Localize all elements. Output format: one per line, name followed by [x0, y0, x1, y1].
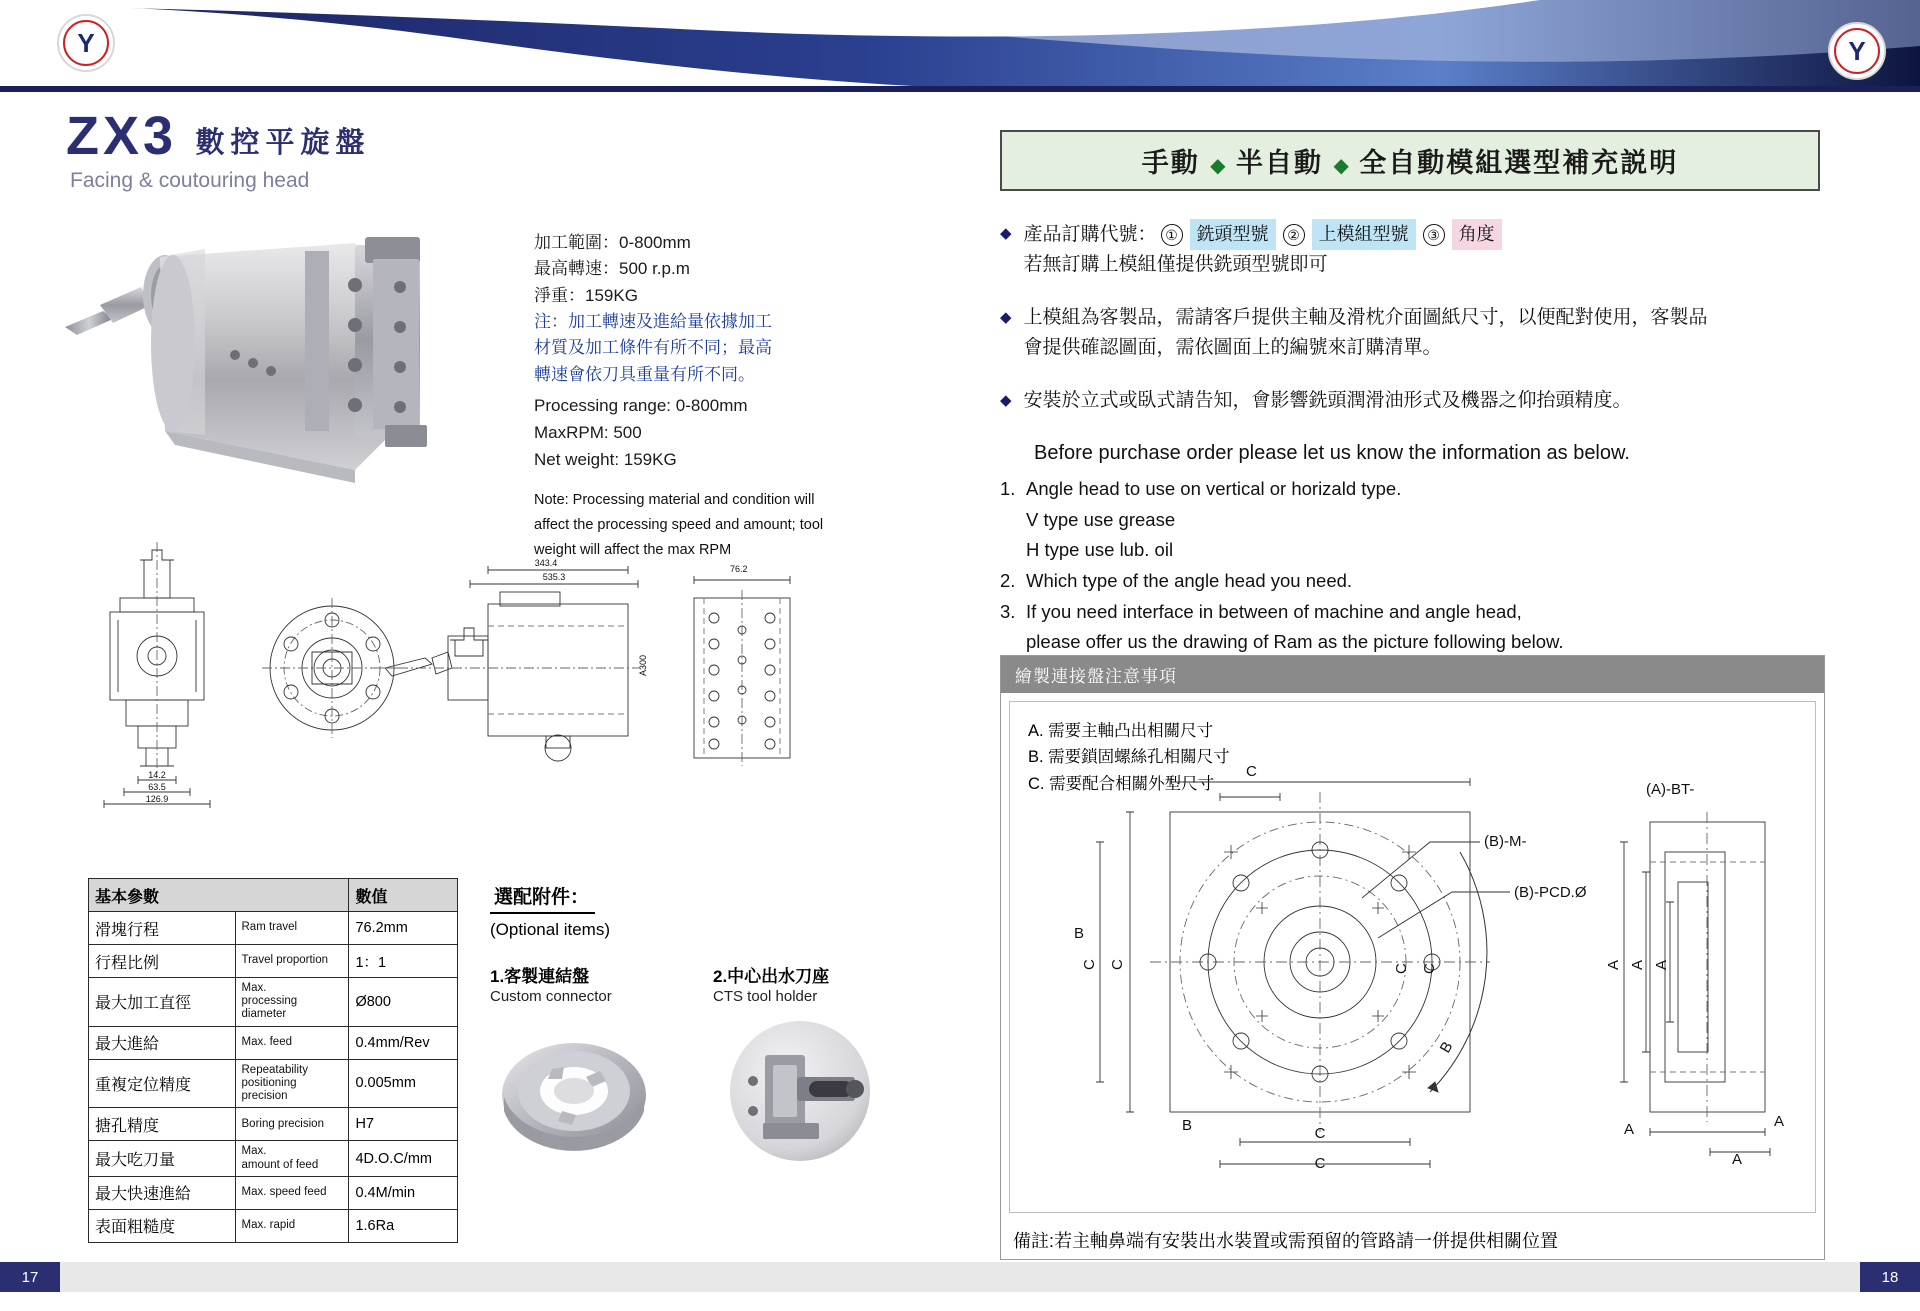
table-header-param: 基本參數	[89, 879, 349, 912]
product-photo-graphic	[55, 235, 525, 515]
table-cell-name: 最大吃刀量	[89, 1141, 236, 1176]
order-chip-head-model: 銑頭型號	[1190, 219, 1276, 250]
footer-bar	[60, 1262, 1860, 1292]
optional-heading-en: (Optional items)	[490, 920, 610, 939]
logo-ring-right	[1834, 28, 1880, 74]
top-banner	[0, 0, 1920, 92]
bullet-2-line2: 會提供確認圖面，需依圖面上的編號來訂購清單。	[1023, 337, 1442, 359]
english-list-item	[1000, 506, 1830, 535]
dim-14-2: 14.2	[148, 770, 166, 780]
page-number-right: 18	[1860, 1262, 1920, 1292]
headline-diamond-2: ◆	[1333, 155, 1349, 177]
diamond-bullet-icon-2: ◆	[1000, 308, 1012, 326]
optional-item-1-photo	[490, 1019, 665, 1169]
english-lead: Before purchase order please let us know the information as below.	[1034, 441, 1630, 464]
table-row	[89, 1108, 458, 1141]
label-a-bt: (A)-BT-	[1646, 781, 1695, 798]
label-c-top: C	[1246, 763, 1257, 780]
table-cell-name: 最大快速進給	[89, 1176, 236, 1209]
spec-en-rpm: MaxRPM: 500	[534, 423, 642, 443]
english-list-item	[1000, 475, 1830, 504]
english-list-text: Angle head to use on vertical or horizald type.	[1026, 477, 1402, 499]
table-cell-name-en: Max. amount of feed	[235, 1141, 349, 1176]
english-list	[1000, 475, 1830, 657]
spec-en-range: Processing range: 0-800mm	[534, 396, 748, 415]
english-list-text: please offer us the drawing of Ram as the picture following below.	[1026, 631, 1564, 653]
bullet-1-line2: 若無訂購上模組僅提供銑頭型號即可	[1023, 254, 1328, 276]
table-cell-name: 搪孔精度	[89, 1108, 236, 1141]
order-step-3: ③	[1423, 224, 1445, 246]
english-list-text: V type use grease	[1026, 508, 1176, 530]
optional-items-section	[490, 880, 910, 1169]
label-b-arc: B	[1436, 1038, 1457, 1056]
logo-mark-left: Y	[77, 28, 95, 58]
label-a-1: A	[1605, 959, 1622, 970]
bullet-1	[1000, 219, 1830, 281]
custom-connector-graphic	[490, 1019, 665, 1169]
diamond-bullet-icon-3: ◆	[1000, 391, 1012, 409]
label-c-bottom2: C	[1314, 1155, 1326, 1172]
label-a-5: A	[1774, 1113, 1785, 1130]
table-cell-value: 0.4M/min	[349, 1176, 458, 1209]
panel-header: 繪製連接盤注意事項	[1001, 656, 1824, 693]
dim-a300: A300	[638, 654, 648, 676]
english-list-item	[1000, 628, 1830, 657]
table-cell-name-en: Max. processing diameter	[235, 978, 349, 1027]
optional-item-1-title-cn: 1.客製連結盤	[490, 967, 590, 986]
table-row	[89, 945, 458, 978]
label-a-2: A	[1629, 959, 1646, 970]
table-row	[89, 978, 458, 1027]
table-cell-name: 表面粗糙度	[89, 1209, 236, 1242]
table-row	[89, 1059, 458, 1108]
optional-item-1-title-en: Custom connector	[490, 988, 612, 1005]
table-cell-name-en: Max. rapid	[235, 1209, 349, 1242]
spec-cn-note2: 材質及加工條件有所不同；最高	[534, 338, 772, 358]
headline-box	[1000, 130, 1820, 191]
table-cell-value: 0.005mm	[349, 1059, 458, 1108]
page-footer	[0, 1262, 1920, 1311]
english-list-item	[1000, 598, 1830, 627]
optional-item-2-photo	[713, 1019, 888, 1169]
product-title-en: Facing & coutouring head	[70, 169, 310, 192]
bullet-list	[1000, 219, 1830, 416]
label-c-left2: C	[1081, 959, 1098, 970]
label-c-left: C	[1109, 959, 1126, 970]
dim-343-4: 343.4	[534, 558, 558, 568]
label-b-pcd: (B)-PCD.Ø	[1514, 884, 1587, 901]
label-b-left: B	[1074, 925, 1085, 942]
panel-note-a: A. 需要主軸凸出相關尺寸	[1028, 722, 1214, 740]
table-cell-name-en: Repeatability positioning precision	[235, 1059, 349, 1108]
spec-cn-weight: 淨重：159KG	[534, 285, 638, 305]
table-cell-name-en: Max. speed feed	[235, 1176, 349, 1209]
technical-drawings	[80, 540, 910, 850]
bullet-3	[1000, 386, 1830, 416]
panel-footer-note: 備註:若主軸鼻端有安裝出水裝置或需預留的管路請一併提供相關位置	[1013, 1231, 1558, 1251]
table-cell-name-en: Ram travel	[235, 912, 349, 945]
product-code: ZX3	[66, 106, 178, 166]
spec-en-note1: Note: Processing material and condition will	[534, 491, 815, 508]
table-cell-value: H7	[349, 1108, 458, 1141]
right-column	[1000, 130, 1830, 659]
table-cell-name-en: Max. feed	[235, 1026, 349, 1059]
parameter-table	[88, 878, 458, 1243]
product-title-block	[66, 105, 371, 193]
headline-part1: 手動	[1141, 148, 1200, 178]
table-cell-name: 行程比例	[89, 945, 236, 978]
bullet-2	[1000, 303, 1830, 364]
optional-item-1	[490, 962, 665, 1169]
label-b-bottom: B	[1182, 1117, 1193, 1134]
english-list-number: 1.	[1000, 477, 1016, 499]
order-chip-upper-module: 上模組型號	[1312, 219, 1416, 250]
headline-part3: 全自動模組選型補充説明	[1359, 148, 1679, 178]
table-cell-value: 4D.O.C/mm	[349, 1141, 458, 1176]
table-row	[89, 1209, 458, 1242]
table-row	[89, 1141, 458, 1176]
diamond-bullet-icon-1: ◆	[1000, 225, 1012, 242]
table-cell-name-en: Boring precision	[235, 1108, 349, 1141]
company-logo-right	[1828, 22, 1886, 80]
headline-part2: 半自動	[1236, 148, 1323, 178]
order-chip-angle: 角度	[1452, 219, 1502, 250]
spec-cn-note3: 轉速會依刀具重量有所不同。	[534, 364, 755, 384]
spec-cn-range: 加工範圍：0-800mm	[534, 233, 691, 252]
table-row	[89, 912, 458, 945]
table-cell-name: 最大進給	[89, 1026, 236, 1059]
english-list-text: H type use lub. oil	[1026, 539, 1174, 561]
label-a-3: A	[1653, 959, 1670, 970]
table-cell-name: 滑塊行程	[89, 912, 236, 945]
optional-item-2	[713, 962, 888, 1169]
spec-block-cn	[534, 230, 772, 388]
label-a-4: A	[1624, 1121, 1635, 1138]
english-list-item	[1000, 567, 1830, 596]
optional-heading-cn: 選配附件：	[490, 880, 595, 914]
table-row	[89, 1176, 458, 1209]
optional-item-2-title-cn: 2.中心出水刀座	[713, 967, 830, 986]
table-header-value: 數值	[349, 879, 458, 912]
english-instructions	[1000, 438, 1830, 657]
headline-diamond-1: ◆	[1210, 155, 1226, 177]
panel-note-b: B. 需要鎖固螺絲孔相關尺寸	[1028, 748, 1230, 767]
label-c-right: C	[1393, 963, 1410, 974]
table-cell-name: 重複定位精度	[89, 1059, 236, 1108]
spec-cn-note1: 注：加工轉速及進給量依據加工	[534, 312, 772, 332]
panel-note-c: C. 需要配合相關外型尺寸	[1028, 774, 1215, 793]
spec-en-weight: Net weight: 159KG	[534, 450, 677, 470]
spec-cn-rpm: 最高轉速：500 r.p.m	[534, 259, 690, 279]
table-cell-name-en: Travel proportion	[235, 945, 349, 978]
bullet-1-prefix: 產品訂購代號：	[1023, 224, 1157, 245]
order-step-2: ②	[1283, 224, 1305, 246]
connection-plate-panel	[1000, 655, 1825, 1260]
company-logo-left	[57, 14, 115, 72]
logo-ring-left	[63, 20, 109, 66]
product-photo	[55, 235, 525, 515]
table-cell-value: Ø800	[349, 978, 458, 1027]
table-header-row	[89, 879, 458, 912]
spec-en-note2: affect the processing speed and amount; tool	[534, 516, 824, 533]
label-b-m: (B)-M-	[1484, 833, 1527, 850]
label-a-6: A	[1732, 1151, 1743, 1168]
english-list-item	[1000, 536, 1830, 565]
panel-drawing-area	[1009, 701, 1816, 1213]
panel-drawing-graphic	[1010, 702, 1817, 1212]
label-c-right2: C	[1421, 963, 1438, 974]
logo-mark-right: Y	[1848, 36, 1866, 66]
english-list-text: If you need interface in between of machine and angle head,	[1026, 600, 1522, 622]
banner-graphic	[0, 0, 1920, 92]
english-list-text: Which type of the angle head you need.	[1026, 569, 1353, 591]
english-list-number: 2.	[1000, 569, 1016, 591]
order-step-1: ①	[1161, 224, 1183, 246]
spec-block-en	[534, 392, 823, 564]
table-cell-value: 1.6Ra	[349, 1209, 458, 1242]
spec-en-note3: weight will affect the max RPM	[534, 542, 732, 559]
cts-tool-holder-graphic	[713, 1019, 888, 1169]
english-list-number: 3.	[1000, 600, 1016, 622]
drawings-graphic	[80, 540, 910, 850]
label-c-bottom: C	[1314, 1125, 1326, 1142]
bullet-2-line1: 上模組為客製品，需請客戶提供主軸及滑枕介面圖紙尺寸，以便配對使用，客製品	[1023, 306, 1708, 328]
optional-item-2-title-en: CTS tool holder	[713, 988, 818, 1005]
dim-63-5: 63.5	[148, 782, 166, 792]
dim-76-2: 76.2	[730, 564, 748, 574]
dim-126-9: 126.9	[145, 794, 169, 804]
table-row	[89, 1026, 458, 1059]
table-cell-name: 最大加工直徑	[89, 978, 236, 1027]
product-title-cn: 數控平旋盤	[195, 127, 371, 159]
table-cell-value: 1：1	[349, 945, 458, 978]
table-cell-value: 0.4mm/Rev	[349, 1026, 458, 1059]
table-cell-value: 76.2mm	[349, 912, 458, 945]
bullet-3-line1: 安裝於立式或臥式請告知，會影響銑頭潤滑油形式及機器之仰抬頭精度。	[1023, 389, 1632, 411]
dim-535-3: 535.3	[542, 572, 566, 582]
page-number-left: 17	[0, 1262, 60, 1292]
